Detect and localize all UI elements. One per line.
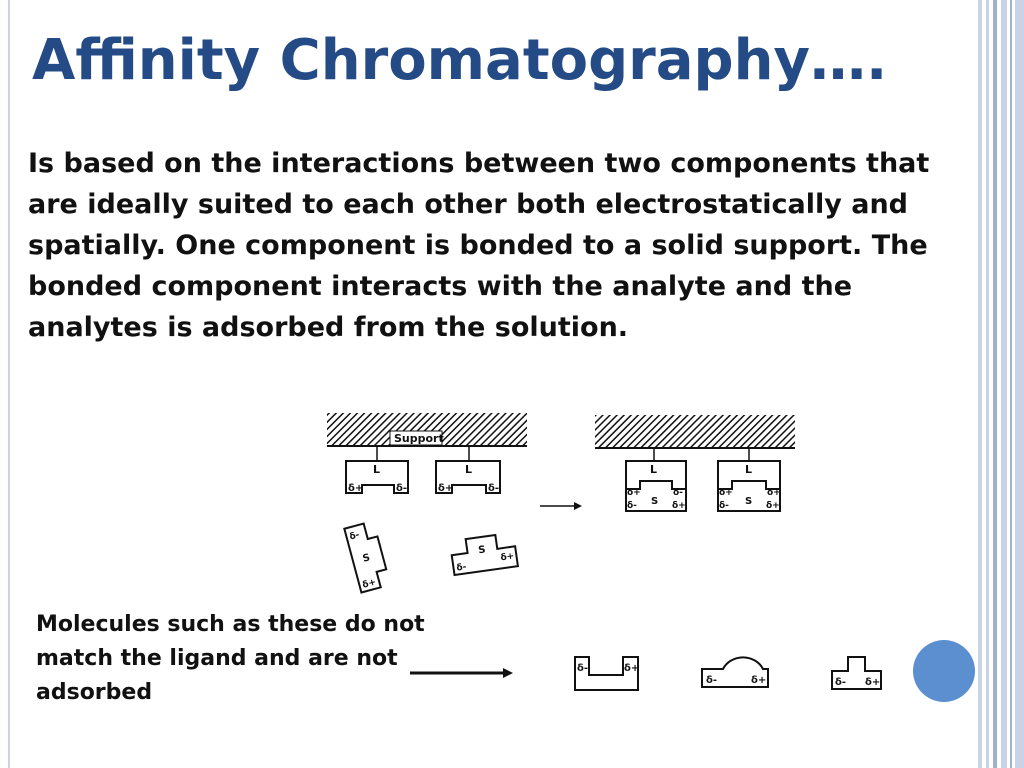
- blue-circle-decoration: [913, 640, 975, 702]
- support-label: Support: [394, 432, 444, 445]
- svg-text:δ-: δ-: [627, 501, 637, 511]
- ligand-1: [346, 447, 408, 494]
- svg-text:δ-: δ-: [396, 483, 408, 494]
- svg-text:S: S: [361, 552, 372, 565]
- bound-complex-1: [626, 449, 686, 511]
- left-border-rule: [8, 0, 10, 768]
- slide-body-text: Is based on the interactions between two components that are ideally suited to each other both electrostatically and spatially. One component is bonded to a solid support. The bonded component interacts with the analyte and the analytes is adsorbed from the solution.: [28, 148, 930, 343]
- svg-text:L: L: [465, 463, 473, 476]
- svg-text:δ+: δ+: [361, 577, 378, 591]
- svg-text:δ+: δ+: [438, 483, 454, 494]
- svg-text:δ-: δ-: [673, 488, 683, 498]
- svg-text:δ+: δ+: [624, 663, 640, 674]
- right-border-decoration: [976, 0, 1024, 768]
- svg-text:L: L: [650, 463, 658, 476]
- slide-title: Affinity Chromatography….: [32, 28, 888, 93]
- pointer-arrow: [410, 668, 513, 678]
- svg-text:δ-: δ-: [706, 675, 718, 686]
- svg-text:S: S: [745, 496, 753, 507]
- free-analyte-2: [450, 532, 518, 575]
- svg-text:δ+: δ+: [766, 501, 780, 511]
- molecule-domed: [702, 657, 768, 687]
- svg-text:δ+: δ+: [767, 488, 781, 498]
- svg-text:δ-: δ-: [577, 663, 589, 674]
- svg-text:S: S: [651, 496, 659, 507]
- molecule-notched: [575, 657, 639, 690]
- molecule-stepped: [832, 657, 881, 689]
- svg-text:δ-: δ-: [455, 562, 468, 574]
- non-matching-molecules-diagram: [405, 635, 905, 705]
- svg-text:δ+: δ+: [719, 488, 733, 498]
- svg-text:δ+: δ+: [865, 677, 881, 688]
- svg-text:δ-: δ-: [719, 501, 729, 511]
- right-support-block: [595, 415, 795, 449]
- svg-text:δ+: δ+: [751, 675, 767, 686]
- left-support-block: [327, 413, 527, 447]
- svg-text:δ-: δ-: [348, 530, 361, 543]
- ligand-2: [436, 447, 500, 494]
- bound-complex-2: [718, 449, 781, 511]
- affinity-binding-diagram: [322, 405, 802, 600]
- svg-text:δ+: δ+: [627, 488, 641, 498]
- svg-text:δ+: δ+: [348, 483, 364, 494]
- svg-text:L: L: [373, 463, 381, 476]
- svg-text:S: S: [477, 544, 487, 557]
- svg-text:δ+: δ+: [672, 501, 686, 511]
- non-matching-molecules-note: Molecules such as these do not match the ligand and are not adsorbed: [36, 612, 425, 705]
- binding-arrow: [540, 502, 582, 510]
- svg-text:δ+: δ+: [499, 551, 515, 564]
- svg-text:δ-: δ-: [835, 677, 847, 688]
- free-analyte-1: [344, 521, 390, 593]
- svg-text:L: L: [745, 463, 753, 476]
- svg-text:δ-: δ-: [488, 483, 500, 494]
